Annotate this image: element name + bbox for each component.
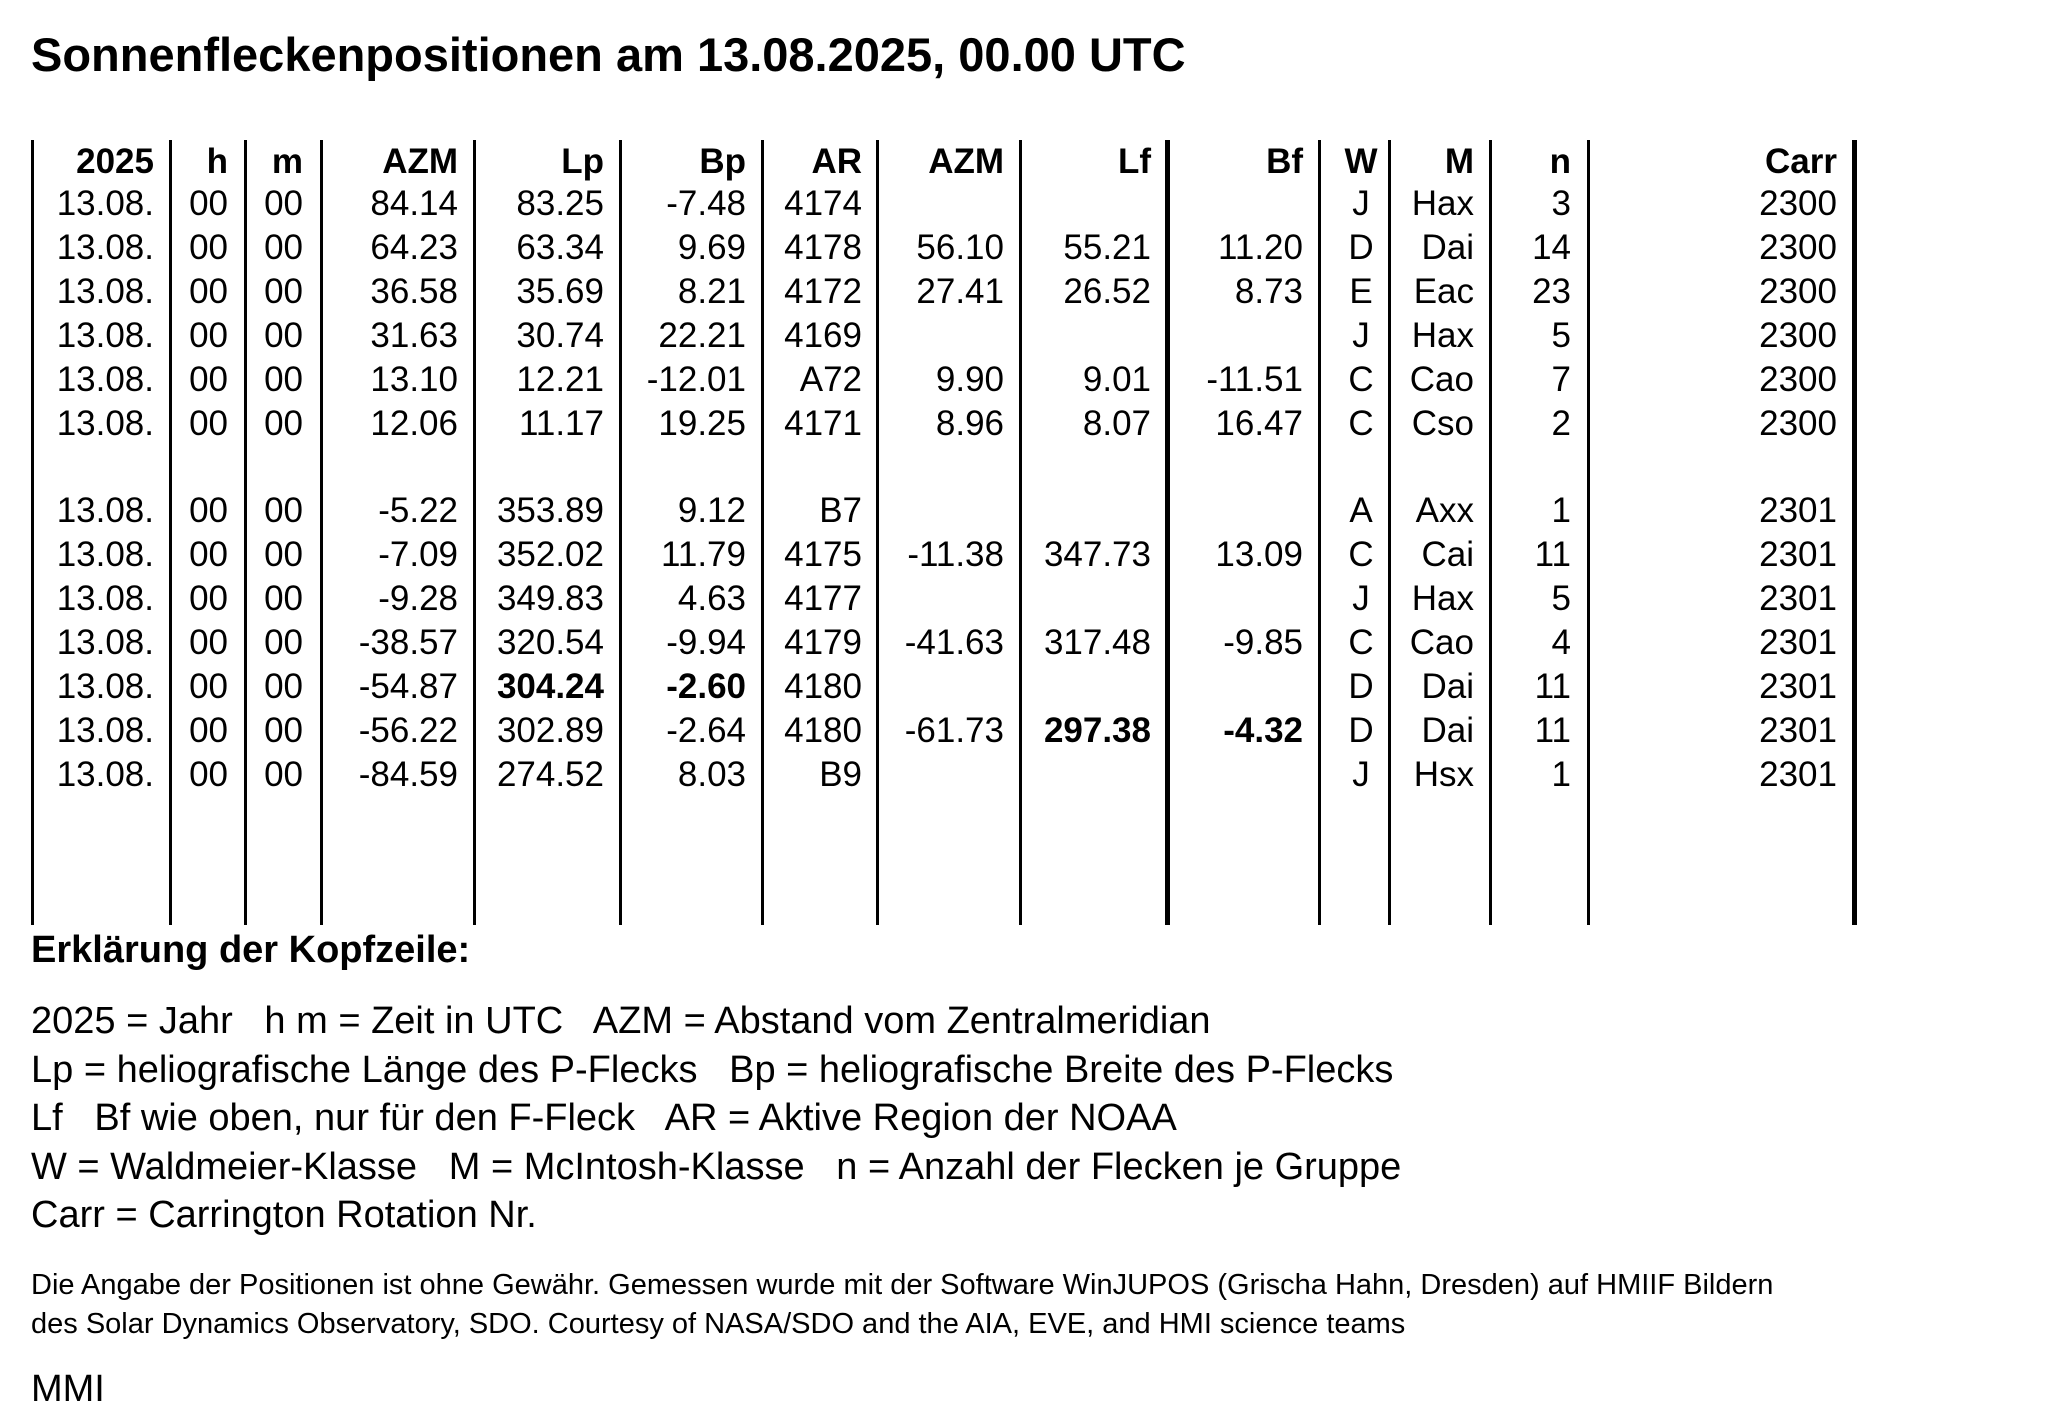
cell-azm-p: 64.23 bbox=[370, 228, 458, 267]
cell-azm-f: -61.73 bbox=[904, 711, 1004, 750]
cell-waldmeier: C bbox=[1348, 535, 1374, 574]
cell-minute: 00 bbox=[264, 404, 303, 443]
cell-ar: 4175 bbox=[784, 535, 862, 574]
cell-ar: 4180 bbox=[784, 711, 862, 750]
cell-waldmeier: D bbox=[1348, 667, 1374, 706]
cell-bp: 9.69 bbox=[677, 228, 746, 267]
cell-date: 13.08. bbox=[56, 711, 154, 750]
table-row bbox=[0, 577, 1900, 621]
cell-azm-f: 56.10 bbox=[916, 228, 1004, 267]
cell-bp: 22.21 bbox=[658, 316, 746, 355]
cell-lf: 9.01 bbox=[1082, 360, 1151, 399]
header-azm-p: AZM bbox=[382, 142, 458, 181]
cell-lp: 302.89 bbox=[496, 711, 604, 750]
cell-lf: 26.52 bbox=[1063, 272, 1151, 311]
cell-hour: 00 bbox=[189, 711, 228, 750]
cell-azm-p: -9.28 bbox=[378, 579, 458, 618]
cell-minute: 00 bbox=[264, 360, 303, 399]
table-row bbox=[0, 533, 1900, 577]
cell-mcintosh: Cai bbox=[1421, 535, 1474, 574]
cell-mcintosh: Dai bbox=[1421, 667, 1474, 706]
legend-heading: Erklärung der Kopfzeile: bbox=[31, 929, 471, 971]
cell-hour: 00 bbox=[189, 272, 228, 311]
cell-waldmeier: D bbox=[1348, 711, 1374, 750]
cell-bp: 8.03 bbox=[677, 755, 746, 794]
cell-lf: 297.38 bbox=[1043, 711, 1151, 750]
cell-ar: 4177 bbox=[784, 579, 862, 618]
cell-lp: 320.54 bbox=[496, 623, 604, 662]
cell-mcintosh: Eac bbox=[1413, 272, 1474, 311]
cell-ar: 4169 bbox=[784, 316, 862, 355]
disclaimer-line: des Solar Dynamics Observatory, SDO. Courtesy of NASA/SDO and the AIA, EVE, and HMI science teams bbox=[31, 1308, 1406, 1340]
cell-mcintosh: Cso bbox=[1411, 404, 1474, 443]
cell-azm-p: -7.09 bbox=[378, 535, 458, 574]
cell-lf: 347.73 bbox=[1043, 535, 1151, 574]
cell-count: 7 bbox=[1551, 360, 1571, 399]
cell-lp: 12.21 bbox=[516, 360, 604, 399]
header-lp: Lp bbox=[561, 142, 604, 181]
cell-count: 4 bbox=[1551, 623, 1571, 662]
cell-carrington: 2301 bbox=[1759, 711, 1837, 750]
cell-lp: 30.74 bbox=[516, 316, 604, 355]
cell-carrington: 2301 bbox=[1759, 579, 1837, 618]
cell-mcintosh: Hsx bbox=[1413, 755, 1474, 794]
cell-azm-f: -41.63 bbox=[904, 623, 1004, 662]
header-hour: h bbox=[206, 142, 228, 181]
cell-date: 13.08. bbox=[56, 535, 154, 574]
cell-bf: 13.09 bbox=[1215, 535, 1303, 574]
header-minute: m bbox=[271, 142, 303, 181]
cell-ar: 4179 bbox=[784, 623, 862, 662]
cell-lp: 353.89 bbox=[496, 491, 604, 530]
cell-minute: 00 bbox=[264, 667, 303, 706]
cell-bp: 4.63 bbox=[677, 579, 746, 618]
cell-bp: 9.12 bbox=[677, 491, 746, 530]
header-azm-f: AZM bbox=[928, 142, 1004, 181]
cell-bp: -12.01 bbox=[646, 360, 746, 399]
cell-hour: 00 bbox=[189, 755, 228, 794]
cell-carrington: 2300 bbox=[1759, 360, 1837, 399]
cell-count: 11 bbox=[1534, 667, 1571, 706]
legend-line: Lp = heliografische Länge des P-Flecks Bp = heliografische Breite des P-Flecks bbox=[31, 1048, 1394, 1091]
cell-ar: 4180 bbox=[784, 667, 862, 706]
cell-minute: 00 bbox=[264, 228, 303, 267]
cell-carrington: 2300 bbox=[1759, 228, 1837, 267]
cell-azm-f: -11.38 bbox=[907, 535, 1004, 574]
table-header-row bbox=[0, 140, 1900, 184]
cell-waldmeier: J bbox=[1352, 579, 1370, 618]
cell-waldmeier: J bbox=[1352, 316, 1370, 355]
cell-azm-p: -38.57 bbox=[358, 623, 458, 662]
cell-hour: 00 bbox=[189, 360, 228, 399]
cell-waldmeier: E bbox=[1349, 272, 1373, 311]
cell-mcintosh: Cao bbox=[1409, 623, 1474, 662]
cell-minute: 00 bbox=[264, 316, 303, 355]
cell-carrington: 2300 bbox=[1759, 272, 1837, 311]
cell-waldmeier: D bbox=[1348, 228, 1374, 267]
cell-lp: 349.83 bbox=[496, 579, 604, 618]
cell-bp: 8.21 bbox=[677, 272, 746, 311]
page-title: Sonnenfleckenpositionen am 13.08.2025, 00.00 UTC bbox=[31, 28, 1186, 81]
table-row bbox=[0, 226, 1900, 270]
cell-mcintosh: Hax bbox=[1411, 579, 1474, 618]
table-row bbox=[0, 182, 1900, 226]
table-row bbox=[0, 314, 1900, 358]
legend-line: Lf Bf wie oben, nur für den F-Fleck AR = Aktive Region der NOAA bbox=[31, 1097, 1177, 1139]
table-row bbox=[0, 270, 1900, 314]
cell-minute: 00 bbox=[264, 184, 303, 223]
table-row bbox=[0, 709, 1900, 753]
cell-hour: 00 bbox=[189, 667, 228, 706]
header-waldmeier: W bbox=[1344, 142, 1378, 181]
cell-minute: 00 bbox=[264, 711, 303, 750]
cell-carrington: 2301 bbox=[1759, 667, 1837, 706]
cell-bf: -11.51 bbox=[1206, 360, 1303, 399]
header-ar: AR bbox=[811, 142, 862, 181]
cell-hour: 00 bbox=[189, 623, 228, 662]
cell-bp: -2.64 bbox=[666, 711, 746, 750]
cell-date: 13.08. bbox=[56, 360, 154, 399]
legend-line: Carr = Carrington Rotation Nr. bbox=[31, 1194, 537, 1236]
cell-bf: 11.20 bbox=[1218, 228, 1303, 267]
cell-azm-p: 36.58 bbox=[370, 272, 458, 311]
cell-minute: 00 bbox=[264, 535, 303, 574]
cell-count: 5 bbox=[1551, 316, 1571, 355]
cell-carrington: 2301 bbox=[1759, 491, 1837, 530]
cell-date: 13.08. bbox=[56, 272, 154, 311]
disclaimer bbox=[31, 1266, 1773, 1344]
cell-carrington: 2300 bbox=[1759, 184, 1837, 223]
table-row bbox=[0, 358, 1900, 402]
cell-bp: -7.48 bbox=[666, 184, 746, 223]
cell-waldmeier: J bbox=[1352, 184, 1370, 223]
cell-ar: 4171 bbox=[784, 404, 862, 443]
table-row bbox=[0, 665, 1900, 709]
cell-ar: 4174 bbox=[784, 184, 862, 223]
cell-carrington: 2301 bbox=[1759, 535, 1837, 574]
cell-lp: 35.69 bbox=[516, 272, 604, 311]
cell-bp: -9.94 bbox=[666, 623, 746, 662]
cell-date: 13.08. bbox=[56, 404, 154, 443]
cell-date: 13.08. bbox=[56, 667, 154, 706]
cell-count: 2 bbox=[1551, 404, 1571, 443]
cell-date: 13.08. bbox=[56, 623, 154, 662]
cell-date: 13.08. bbox=[56, 755, 154, 794]
cell-azm-f: 8.96 bbox=[935, 404, 1004, 443]
cell-waldmeier: C bbox=[1348, 623, 1374, 662]
cell-mcintosh: Hax bbox=[1411, 184, 1474, 223]
cell-date: 13.08. bbox=[56, 184, 154, 223]
cell-azm-p: 31.63 bbox=[370, 316, 458, 355]
cell-waldmeier: C bbox=[1348, 404, 1374, 443]
table-row bbox=[0, 621, 1900, 665]
header-bf: Bf bbox=[1266, 142, 1303, 181]
cell-mcintosh: Dai bbox=[1421, 711, 1474, 750]
cell-azm-p: -84.59 bbox=[358, 755, 458, 794]
cell-hour: 00 bbox=[189, 535, 228, 574]
cell-lf: 55.21 bbox=[1063, 228, 1151, 267]
legend-line: W = Waldmeier-Klasse M = McIntosh-Klasse n = Anzahl der Flecken je Gruppe bbox=[31, 1145, 1402, 1188]
cell-bf: 16.47 bbox=[1215, 404, 1303, 443]
cell-date: 13.08. bbox=[56, 579, 154, 618]
header-count: n bbox=[1549, 142, 1571, 181]
signature: MMI bbox=[31, 1368, 105, 1410]
table-row bbox=[0, 402, 1900, 446]
cell-minute: 00 bbox=[264, 755, 303, 794]
cell-hour: 00 bbox=[189, 491, 228, 530]
cell-waldmeier: J bbox=[1352, 755, 1370, 794]
header-bp: Bp bbox=[699, 142, 746, 181]
cell-lp: 63.34 bbox=[516, 228, 604, 267]
cell-azm-f: 27.41 bbox=[916, 272, 1004, 311]
legend-line: 2025 = Jahr h m = Zeit in UTC AZM = Abstand vom Zentralmeridian bbox=[31, 1000, 1211, 1042]
cell-count: 1 bbox=[1551, 491, 1571, 530]
cell-lf: 8.07 bbox=[1082, 404, 1151, 443]
cell-count: 14 bbox=[1532, 228, 1571, 267]
cell-carrington: 2300 bbox=[1759, 404, 1837, 443]
cell-mcintosh: Hax bbox=[1411, 316, 1474, 355]
cell-hour: 00 bbox=[189, 316, 228, 355]
cell-azm-p: -5.22 bbox=[378, 491, 458, 530]
header-lf: Lf bbox=[1117, 142, 1151, 181]
cell-minute: 00 bbox=[264, 623, 303, 662]
cell-bp: 11.79 bbox=[661, 535, 746, 574]
cell-lf: 317.48 bbox=[1043, 623, 1151, 662]
cell-lp: 11.17 bbox=[519, 404, 604, 443]
cell-azm-p: 13.10 bbox=[370, 360, 458, 399]
cell-count: 23 bbox=[1532, 272, 1571, 311]
cell-ar: B7 bbox=[819, 491, 862, 530]
cell-bf: 8.73 bbox=[1234, 272, 1303, 311]
cell-count: 3 bbox=[1551, 184, 1571, 223]
cell-count: 5 bbox=[1551, 579, 1571, 618]
cell-hour: 00 bbox=[189, 228, 228, 267]
cell-waldmeier: A bbox=[1349, 491, 1373, 530]
cell-lp: 83.25 bbox=[516, 184, 604, 223]
cell-bf: -4.32 bbox=[1223, 711, 1303, 750]
cell-date: 13.08. bbox=[56, 491, 154, 530]
cell-date: 13.08. bbox=[56, 316, 154, 355]
cell-azm-p: 84.14 bbox=[370, 184, 458, 223]
cell-date: 13.08. bbox=[56, 228, 154, 267]
cell-count: 1 bbox=[1551, 755, 1571, 794]
cell-mcintosh: Axx bbox=[1415, 491, 1474, 530]
cell-bp: -2.60 bbox=[666, 667, 746, 706]
table-row bbox=[0, 753, 1900, 797]
cell-lp: 304.24 bbox=[496, 667, 604, 706]
cell-lp: 274.52 bbox=[496, 755, 604, 794]
cell-carrington: 2300 bbox=[1759, 316, 1837, 355]
cell-mcintosh: Dai bbox=[1421, 228, 1474, 267]
cell-azm-f: 9.90 bbox=[935, 360, 1004, 399]
disclaimer-line: Die Angabe der Positionen ist ohne Gewähr. Gemessen wurde mit der Software WinJUPOS (Grischa Hahn, Dresden) auf HMIIF Bildern bbox=[31, 1269, 1774, 1301]
cell-lp: 352.02 bbox=[496, 535, 604, 574]
cell-ar: A72 bbox=[799, 360, 862, 399]
cell-count: 11 bbox=[1534, 535, 1571, 574]
cell-azm-p: 12.06 bbox=[370, 404, 458, 443]
cell-azm-p: -54.87 bbox=[358, 667, 458, 706]
cell-count: 11 bbox=[1534, 711, 1571, 750]
cell-carrington: 2301 bbox=[1759, 755, 1837, 794]
cell-carrington: 2301 bbox=[1759, 623, 1837, 662]
cell-bf: -9.85 bbox=[1223, 623, 1303, 662]
cell-minute: 00 bbox=[264, 491, 303, 530]
header-date: 2025 bbox=[76, 142, 154, 181]
cell-hour: 00 bbox=[189, 404, 228, 443]
cell-bp: 19.25 bbox=[658, 404, 746, 443]
cell-azm-p: -56.22 bbox=[358, 711, 458, 750]
header-mcintosh: M bbox=[1444, 142, 1474, 181]
cell-mcintosh: Cao bbox=[1409, 360, 1474, 399]
header-carrington: Carr bbox=[1765, 142, 1837, 181]
cell-minute: 00 bbox=[264, 272, 303, 311]
cell-waldmeier: C bbox=[1348, 360, 1374, 399]
cell-ar: 4172 bbox=[784, 272, 862, 311]
cell-ar: 4178 bbox=[784, 228, 862, 267]
cell-hour: 00 bbox=[189, 579, 228, 618]
cell-hour: 00 bbox=[189, 184, 228, 223]
table-row bbox=[0, 489, 1900, 533]
cell-ar: B9 bbox=[819, 755, 862, 794]
cell-minute: 00 bbox=[264, 579, 303, 618]
legend bbox=[31, 997, 1401, 1240]
sunspot-table bbox=[0, 140, 1900, 925]
